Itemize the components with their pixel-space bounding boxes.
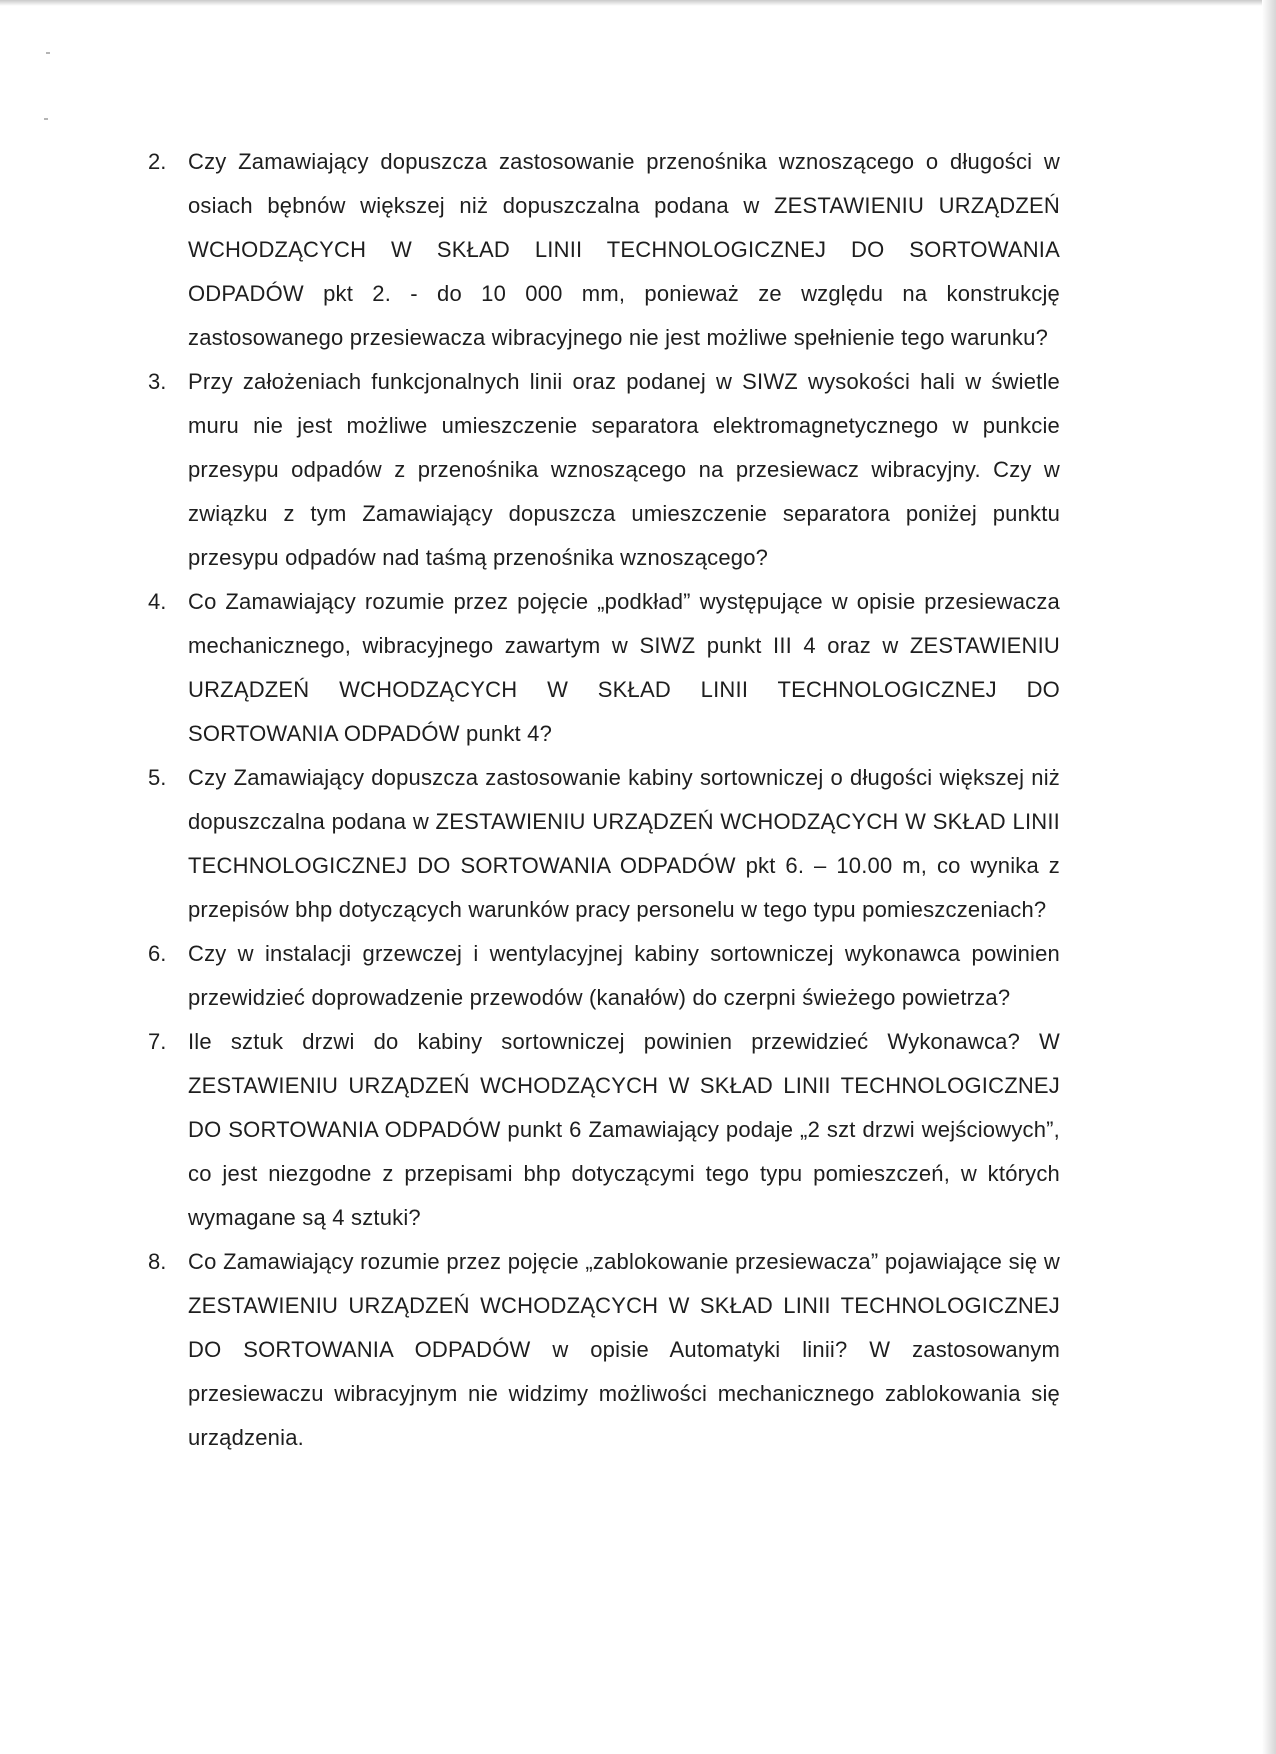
question-item xyxy=(140,1240,1060,1460)
question-item xyxy=(140,360,1060,580)
question-number: 5. xyxy=(148,765,167,790)
question-item xyxy=(140,1020,1060,1240)
question-item xyxy=(140,756,1060,932)
question-list xyxy=(140,140,1060,1460)
question-text: Co Zamawiający rozumie przez pojęcie „zablokowanie przesiewacza” pojawiające się w ZESTAWIENIU URZĄDZEŃ WCHODZĄCYCH W SKŁAD LINII TECHNOLOGICZNEJ DO SORTOWANIA ODPADÓW w opisie Automatyki linii? W zastosowanym przesiewaczu wibracyjnym nie widzimy możliwości mechanicznego zablokowania się urządzenia. xyxy=(188,1249,1060,1450)
question-text: Co Zamawiający rozumie przez pojęcie „podkład” występujące w opisie przesiewacza mechanicznego, wibracyjnego zawartym w SIWZ punkt III 4 oraz w ZESTAWIENIU URZĄDZEŃ WCHODZĄCYCH W SKŁAD LINII TECHNOLOGICZNEJ DO SORTOWANIA ODPADÓW punkt 4? xyxy=(188,589,1060,746)
scan-edge-right xyxy=(1262,0,1276,1754)
question-number: 3. xyxy=(148,369,167,394)
question-item xyxy=(140,580,1060,756)
question-number: 4. xyxy=(148,589,167,614)
question-number: 6. xyxy=(148,941,167,966)
scan-edge-top xyxy=(0,0,1276,6)
question-text: Przy założeniach funkcjonalnych linii oraz podanej w SIWZ wysokości hali w świetle muru nie jest możliwe umieszczenie separatora elektromagnetycznego w punkcie przesypu odpadów z przenośnika wznoszącego na przesiewacz wibracyjny. Czy w związku z tym Zamawiający dopuszcza umieszczenie separatora poniżej punktu przesypu odpadów nad taśmą przenośnika wznoszącego? xyxy=(188,369,1060,570)
question-number: 2. xyxy=(148,149,167,174)
scan-speck xyxy=(46,52,50,54)
question-number: 7. xyxy=(148,1029,167,1054)
question-text: Czy w instalacji grzewczej i wentylacyjnej kabiny sortowniczej wykonawca powinien przewidzieć doprowadzenie przewodów (kanałów) do czerpni świeżego powietrza? xyxy=(188,941,1060,1010)
question-text: Czy Zamawiający dopuszcza zastosowanie przenośnika wznoszącego o długości w osiach bębnów większej niż dopuszczalna podana w ZESTAWIENIU URZĄDZEŃ WCHODZĄCYCH W SKŁAD LINII TECHNOLOGICZNEJ DO SORTOWANIA ODPADÓW pkt 2. - do 10 000 mm, ponieważ ze względu na konstrukcję zastosowanego przesiewacza wibracyjnego nie jest możliwe spełnienie tego warunku? xyxy=(188,149,1060,350)
scan-speck xyxy=(44,118,48,120)
question-item xyxy=(140,932,1060,1020)
question-text: Czy Zamawiający dopuszcza zastosowanie kabiny sortowniczej o długości większej niż dopuszczalna podana w ZESTAWIENIU URZĄDZEŃ WCHODZĄCYCH W SKŁAD LINII TECHNOLOGICZNEJ DO SORTOWANIA ODPADÓW pkt 6. – 10.00 m, co wynika z przepisów bhp dotyczących warunków pracy personelu w tego typu pomieszczeniach? xyxy=(188,765,1060,922)
question-text: Ile sztuk drzwi do kabiny sortowniczej powinien przewidzieć Wykonawca? W ZESTAWIENIU URZĄDZEŃ WCHODZĄCYCH W SKŁAD LINII TECHNOLOGICZNEJ DO SORTOWANIA ODPADÓW punkt 6 Zamawiający podaje „2 szt drzwi wejściowych”, co jest niezgodne z przepisami bhp dotyczącymi tego typu pomieszczeń, w których wymagane są 4 sztuki? xyxy=(188,1029,1060,1230)
question-number: 8. xyxy=(148,1249,167,1274)
question-item xyxy=(140,140,1060,360)
